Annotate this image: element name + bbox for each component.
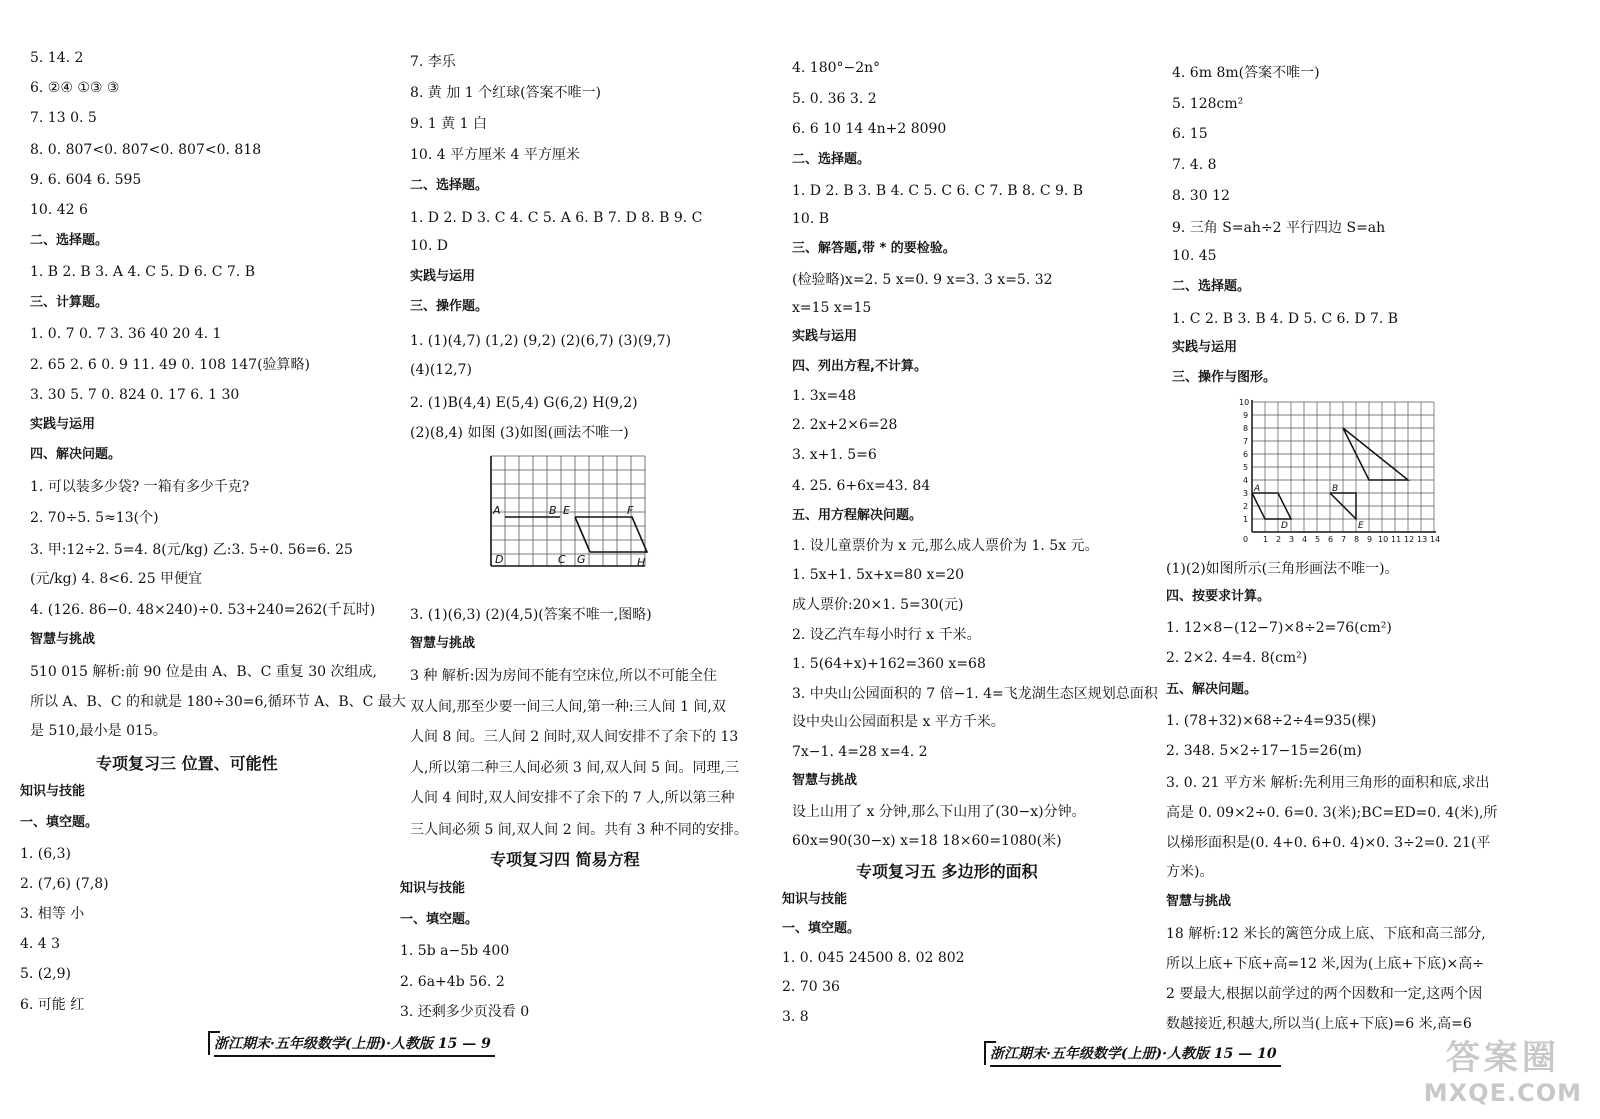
text-line: 2. 2x+2×6=28 [792, 417, 898, 433]
text-line: 18 解析:12 米长的篱笆分成上底、下底和高三部分, [1166, 926, 1486, 942]
text-line: 2. (7,6) (7,8) [20, 876, 109, 892]
text-line: 2. 70÷5. 5≈13(个) [30, 510, 159, 526]
text-line: 设上山用了 x 分钟,那么下山用了(30−x)分钟。 [792, 804, 1086, 820]
section-heading: 四、列出方程,不计算。 [792, 359, 927, 374]
text-line: 3. 8 [782, 1009, 809, 1025]
x-tick: 13 [1417, 535, 1428, 544]
text-line: 2. 设乙汽车每小时行 x 千米。 [792, 627, 981, 643]
x-tick: 9 [1367, 535, 1373, 544]
section-heading: 智慧与挑战 [1166, 894, 1232, 909]
text-line: 6. 6 10 14 4n+2 8090 [792, 121, 947, 137]
section-heading: 智慧与挑战 [792, 773, 858, 788]
x-tick: 2 [1276, 535, 1282, 544]
text-line: 5. 128cm² [1172, 96, 1244, 112]
text-line: 1. 5(64+x)+162=360 x=68 [792, 656, 986, 672]
text-line: 1. 5x+1. 5x+x=80 x=20 [792, 567, 965, 583]
text-line: (元/kg) 4. 8<6. 25 甲便宜 [30, 571, 203, 587]
x-tick: 12 [1404, 535, 1415, 544]
y-tick: 7 [1243, 437, 1249, 446]
y-tick: 4 [1243, 476, 1249, 485]
text-line: 是 510,最小是 015。 [30, 723, 167, 739]
text-line: 10. 4 平方厘米 4 平方厘米 [410, 147, 580, 163]
point-label: G [577, 553, 586, 566]
point-label: F [627, 504, 634, 517]
text-line: 7. 13 0. 5 [30, 110, 97, 126]
y-tick: 1 [1243, 515, 1249, 524]
text-line: 1. D 2. D 3. C 4. C 5. A 6. B 7. D 8. B 9. C [410, 210, 703, 226]
point-label: E [1358, 521, 1364, 531]
text-line: 4. 25. 6+6x=43. 84 [792, 478, 931, 494]
text-line: 以梯形面积是(0. 4+0. 6+0. 4)×0. 3÷2=0. 21(平 [1166, 835, 1491, 851]
text-line: 5. 0. 36 3. 2 [792, 91, 877, 107]
section-heading: 实践与运用 [792, 329, 858, 344]
point-label: E [563, 504, 570, 517]
text-line: 3. 0. 21 平方米 解析:先利用三角形的面积和底,求出 [1166, 775, 1490, 791]
text-line: 8. 0. 8̇07̇<0. 80̇7̇<0. 8̇07̇<0. 818 [30, 142, 262, 158]
text-line: 9. 三角 S=ah÷2 平行四边 S=ah [1172, 220, 1386, 236]
point-label: B [549, 504, 557, 517]
point-label: C [558, 553, 566, 566]
x-tick: 4 [1302, 535, 1308, 544]
x-tick: 7 [1341, 535, 1347, 544]
page-footer-right: 浙江期末·五年级数学(上册)·人教版 15 — 10 [990, 1043, 1277, 1063]
x-tick: 3 [1289, 535, 1295, 544]
text-line: 6. 15 [1172, 126, 1208, 142]
text-line: 1. (6,3) [20, 846, 71, 862]
y-tick: 5 [1243, 463, 1249, 472]
section-heading: 五、用方程解决问题。 [792, 508, 923, 523]
text-line: 1. 12×8−(12−7)×8÷2=76(cm²) [1166, 620, 1392, 636]
text-line: 6. ②④ ①③ ③ [30, 80, 120, 96]
text-line: 人,所以第二种三人间必须 3 间,双人间 5 间。同理,三 [410, 760, 739, 776]
point-label: A [1254, 484, 1261, 494]
section-heading: 一、填空题。 [400, 912, 479, 927]
text-line: 1. 可以装多少袋? 一箱有多少千克? [30, 479, 250, 495]
watermark-top: 答案圈 [1445, 1038, 1560, 1078]
text-line: 7. 李乐 [410, 54, 456, 70]
x-tick: 11 [1391, 535, 1402, 544]
text-line: 8. 黄 加 1 个红球(答案不唯一) [410, 85, 601, 101]
text-line: 10. D [410, 238, 448, 254]
text-line: 8. 30 12 [1172, 188, 1230, 204]
text-line: 1. (78+32)×68÷2÷4=935(棵) [1166, 713, 1377, 729]
section-heading: 二、选择题。 [792, 152, 871, 167]
text-line: 所以上底+下底+高=12 米,因为(上底+下底)×高÷ [1166, 956, 1485, 972]
text-line: 9. 6. 604 6. 595 [30, 172, 142, 188]
text-line: 人间 8 间。三人间 2 间时,双人间安排不了余下的 13 [410, 729, 739, 745]
point-label: B [1332, 484, 1339, 494]
y-tick: 6 [1243, 450, 1249, 459]
text-line: (4)(12,7) [410, 362, 472, 378]
text-line: 1. D 2. B 3. B 4. C 5. C 6. C 7. B 8. C 9. B [792, 183, 1084, 199]
watermark-bottom: MXQE.COM [1423, 1079, 1582, 1107]
y-tick: 2 [1243, 502, 1249, 511]
text-line: 2. 70 36 [782, 979, 840, 995]
chapter-title: 专项复习四 简易方程 [490, 850, 640, 869]
section-heading: 实践与运用 [1172, 340, 1238, 355]
y-tick: 10 [1239, 398, 1250, 407]
section-heading: 四、解决问题。 [30, 447, 122, 462]
section-heading: 一、填空题。 [782, 921, 861, 936]
text-line: 1. 3x=48 [792, 388, 857, 404]
section-heading: 二、选择题。 [30, 233, 109, 248]
section-heading: 三、计算题。 [30, 295, 109, 310]
text-line: 4. 6m 8m(答案不唯一) [1172, 65, 1320, 81]
watermark-logo [1424, 1030, 1582, 1107]
text-line: 数越接近,积越大,所以当(上底+下底)=6 米,高=6 [1166, 1016, 1472, 1032]
text-line: 4. 180°−2n° [792, 60, 881, 76]
text-line: 2. 2×2. 4=4. 8(cm²) [1166, 650, 1308, 666]
page-footer-left: 浙江期末·五年级数学(上册)·人教版 15 — 9 [214, 1033, 491, 1053]
text-line: 5. (2,9) [20, 966, 71, 982]
text-line: 高是 0. 09×2÷0. 6=0. 3(米);BC=ED=0. 4(米),所 [1166, 805, 1498, 821]
text-line: (2)(8,4) 如图 (3)如图(画法不唯一) [410, 425, 629, 441]
section-heading: 智慧与挑战 [30, 632, 96, 647]
y-tick: 3 [1243, 489, 1249, 498]
section-heading: 三、解答题,带 * 的要检验。 [792, 241, 956, 256]
text-line: 4. (126. 86−0. 48×240)÷0. 53+240=262(千瓦时) [30, 602, 376, 618]
text-line: 7. 4. 8 [1172, 157, 1217, 173]
text-line: 所以 A、B、C 的和就是 180÷30=6,循环节 A、B、C 最大 [30, 694, 406, 710]
text-line: 6. 可能 红 [20, 997, 85, 1013]
text-line: 双人间,那至少要一间三人间,第一种:三人间 1 间,双 [410, 699, 726, 715]
text-line: 2. (1)B(4,4) E(5,4) G(6,2) H(9,2) [410, 395, 638, 411]
text-line: 3. 相等 小 [20, 906, 85, 922]
text-line: 3. 中央山公园面积的 7 倍−1. 4=飞龙湖生态区规划总面积 [792, 686, 1158, 702]
chapter-title: 专项复习五 多边形的面积 [856, 862, 1038, 881]
text-line: 2. 65 2. 6̇ 0. 9 11. 49 0. 108 147(验算略) [30, 357, 311, 373]
text-line: 10. 42 6 [30, 202, 88, 218]
text-line: (检验略)x=2. 5 x=0. 9 x=3. 3 x=5. 32 [792, 272, 1053, 288]
x-tick: 10 [1378, 535, 1389, 544]
section-heading: 二、选择题。 [1172, 279, 1251, 294]
section-heading: 一、填空题。 [20, 815, 99, 830]
origin-label: 0 [1243, 535, 1249, 544]
section-heading: 三、操作题。 [410, 299, 489, 314]
text-line: 1. 5b a−5b 400 [400, 943, 510, 959]
chapter-title: 专项复习三 位置、可能性 [96, 754, 278, 773]
x-tick: 6 [1328, 535, 1334, 544]
section-heading: 三、操作与图形。 [1172, 370, 1277, 385]
text-line: 7x−1. 4=28 x=4. 2 [792, 744, 928, 760]
text-line: 2. 348. 5×2÷17−15=26(m) [1166, 743, 1362, 759]
text-line: 1. 0. 045 24500 8. 02 802 [782, 950, 965, 966]
text-line: 10. B [792, 211, 830, 227]
text-line: 2. 6a+4b 56. 2 [400, 974, 505, 990]
section-heading: 五、解决问题。 [1166, 682, 1258, 697]
text-line: 3 种 解析:因为房间不能有空床位,所以不可能全住 [410, 668, 717, 684]
text-line: 60x=90(30−x) x=18 18×60=1080(米) [792, 833, 1062, 849]
text-line: 设中央山公园面积是 x 平方千米。 [792, 714, 1005, 730]
text-line: 1. 0. 7 0. 7 3. 36 40 20 4. 1 [30, 326, 222, 342]
section-heading: 实践与运用 [410, 269, 476, 284]
x-tick: 8 [1354, 535, 1360, 544]
text-line: 1. C 2. B 3. B 4. D 5. C 6. D 7. B [1172, 311, 1399, 327]
section-heading: 智慧与挑战 [410, 636, 476, 651]
section-heading: 知识与技能 [782, 892, 848, 907]
y-tick: 8 [1243, 424, 1249, 433]
text-line: 3. 还剩多少页没看 0 [400, 1004, 530, 1020]
point-label: H [637, 556, 646, 569]
text-line: 3. x+1. 5=6 [792, 447, 877, 463]
text-line: 1. 设儿童票价为 x 元,那么成人票价为 1. 5x 元。 [792, 538, 1099, 554]
section-heading: 实践与运用 [30, 417, 96, 432]
section-heading: 知识与技能 [400, 881, 466, 896]
coordinate-grid-figure-2 [1232, 396, 1447, 546]
text-line: 人间 4 间时,双人间安排不了余下的 7 人,所以第三种 [410, 790, 735, 806]
x-tick: 1 [1263, 535, 1269, 544]
text-line: 3. 甲:12÷2. 5=4. 8(元/kg) 乙:3. 5÷0. 56=6. 25 [30, 542, 353, 558]
section-heading: 二、选择题。 [410, 178, 489, 193]
x-tick: 14 [1430, 535, 1441, 544]
text-line: 4. 4 3 [20, 936, 61, 952]
y-tick: 9 [1243, 411, 1249, 420]
x-tick: 5 [1315, 535, 1321, 544]
text-line: 510 015 解析:前 90 位是由 A、B、C 重复 30 次组成, [30, 664, 377, 680]
text-line: 2 要最大,根据以前学过的两个因数和一定,这两个因 [1166, 986, 1483, 1002]
text-line: 10. 45 [1172, 248, 1217, 264]
text-line: 1. (1)(4,7) (1,2) (9,2) (2)(6,7) (3)(9,7) [410, 333, 672, 349]
text-line: 三人间必须 5 间,双人间 2 间。共有 3 种不同的安排。 [410, 822, 748, 838]
text-line: 成人票价:20×1. 5=30(元) [792, 597, 964, 613]
section-heading: 知识与技能 [20, 784, 86, 799]
text-line: x=15 x=15 [792, 300, 872, 316]
point-label: A [493, 504, 501, 517]
text-line: 3. (1)(6,3) (2)(4,5)(答案不唯一,图略) [410, 607, 652, 623]
text-line: (1)(2)如图所示(三角形画法不唯一)。 [1166, 561, 1399, 577]
coordinate-grid-figure-1 [485, 452, 655, 572]
section-heading: 四、按要求计算。 [1166, 589, 1271, 604]
text-line: 3. 30 5. 7 0. 824 0. 17 6. 1 30 [30, 387, 240, 403]
text-line: 方米)。 [1166, 864, 1214, 880]
text-line: 5. 14. 2 [30, 50, 84, 66]
text-line: 1. B 2. B 3. A 4. C 5. D 6. C 7. B [30, 264, 255, 280]
text-line: 9. 1 黄 1 白 [410, 116, 487, 132]
point-label: D [1281, 521, 1288, 531]
point-label: D [495, 553, 504, 566]
